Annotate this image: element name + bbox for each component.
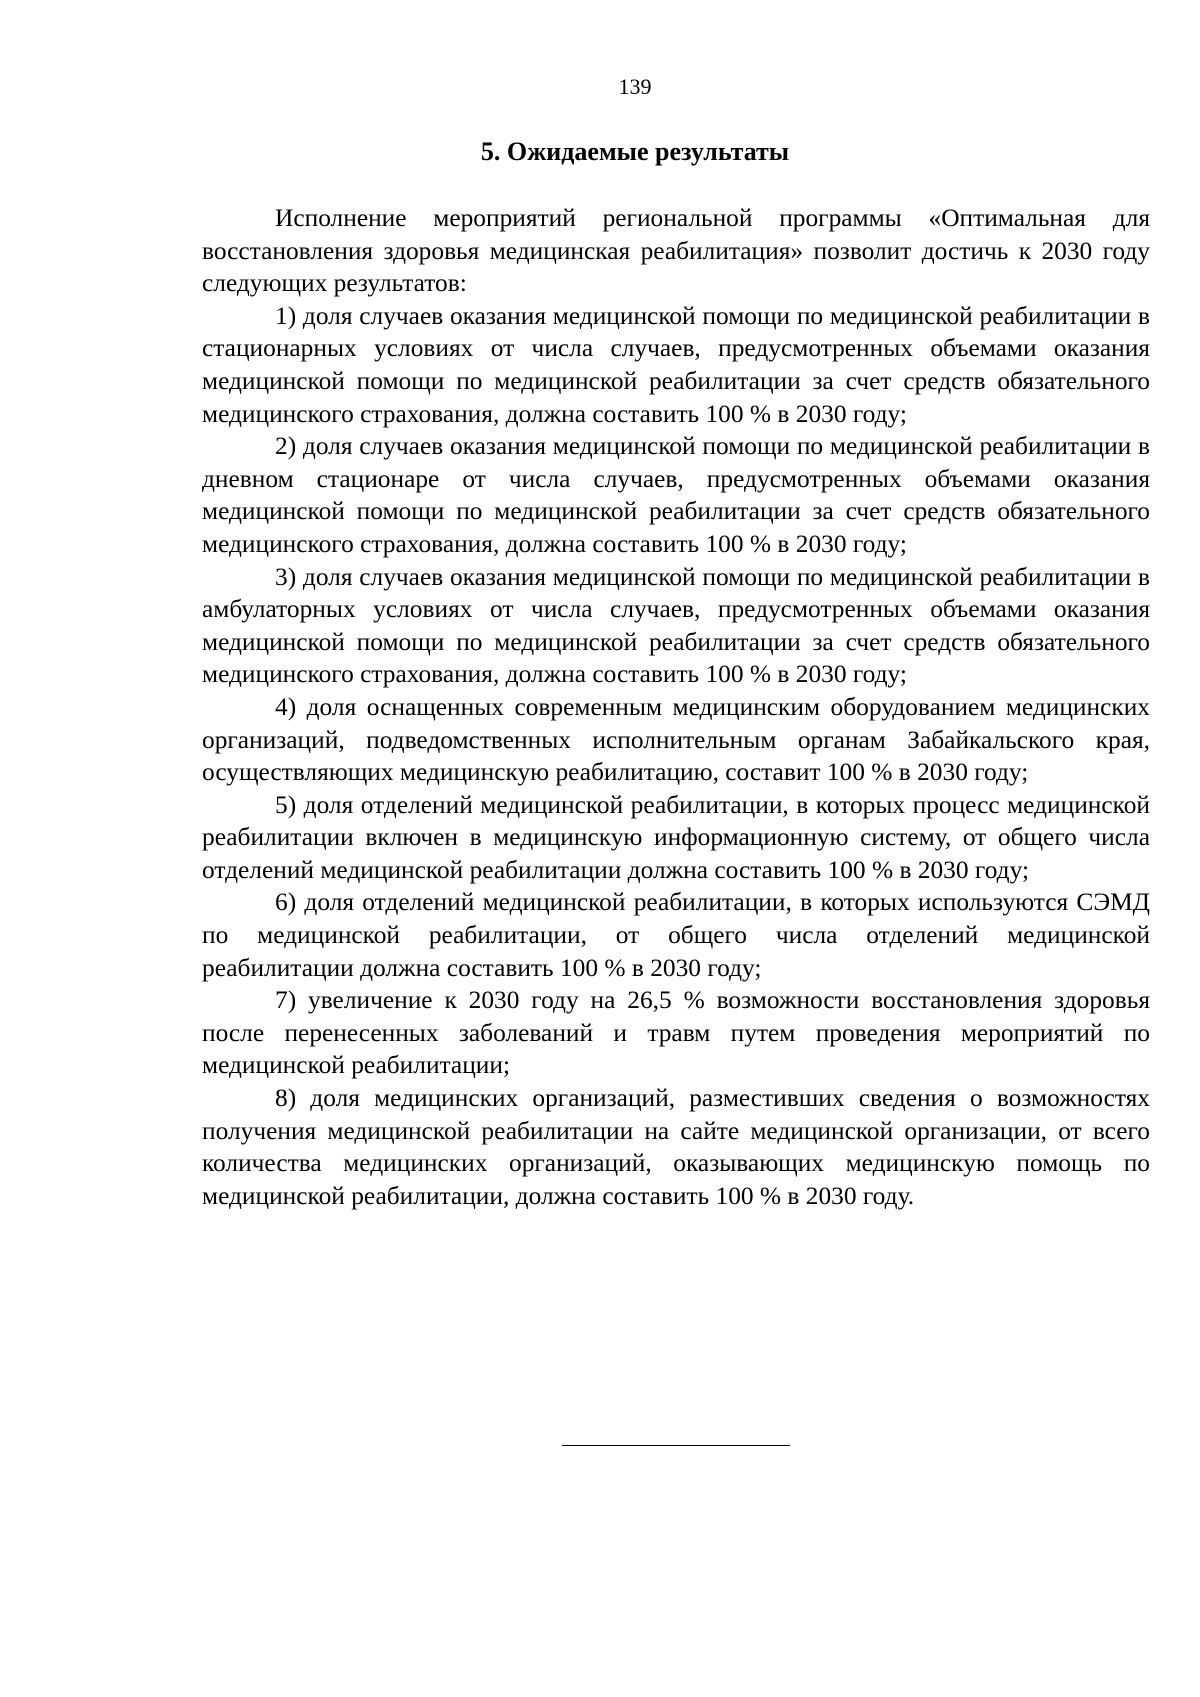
end-divider [562,1445,790,1446]
page-number: 139 [618,74,652,99]
section-title: 5. Ожидаемые результаты [480,137,790,166]
document-body [202,202,1150,1212]
result-item-4: 4) доля оснащенных современным медицинским оборудованием медицинских организаций, подведомственных исполнительным органам Забайкальского края, осуществляющих медицинскую реабилитацию, составит 100 % в 2030 году; [202,692,1150,787]
result-item-8: 8) доля медицинских организаций, разместивших сведения о возможностях получения медицинской реабилитации на сайте медицинской организации, от всего количества медицинских организаций, оказывающих медицинскую помощь по медицинской реабилитации, должна составить 100 % в 2030 году. [202,1084,1150,1210]
result-item-2: 2) доля случаев оказания медицинской помощи по медицинской реабилитации в дневном стационаре от числа случаев, предусмотренных объемами оказания медицинской помощи по медицинской реабилитации за счет средств обязательного медицинского страхования, должна составить 100 % в 2030 году; [202,432,1150,558]
result-item-6: 6) доля отделений медицинской реабилитации, в которых используются СЭМД по медицинской реабилитации, от общего числа отделений медицинской реабилитации должна составить 100 % в 2030 году; [202,888,1150,982]
result-item-1: 1) доля случаев оказания медицинской помощи по медицинской реабилитации в стационарных условиях от числа случаев, предусмотренных объемами оказания медицинской помощи по медицинской реабилитации за счет средств обязательного медицинского страхования, должна составить 100 % в 2030 году; [202,301,1150,428]
intro-paragraph: Исполнение мероприятий региональной программы «Оптимальная для восстановления здоровья медицинская реабилитация» позволит достичь к 2030 году следующих результатов: [202,204,1150,298]
result-item-5: 5) доля отделений медицинской реабилитации, в которых процесс медицинской реабилитации включен в медицинскую информационную систему, от общего числа отделений медицинской реабилитации должна составить 100 % в 2030 году; [202,790,1150,884]
result-item-3: 3) доля случаев оказания медицинской помощи по медицинской реабилитации в амбулаторных условиях от числа случаев, предусмотренных объемами оказания медицинской помощи по медицинской реабилитации за счет средств обязательного медицинского страхования, должна составить 100 % в 2030 году; [202,562,1150,689]
result-item-7: 7) увеличение к 2030 году на 26,5 % возможности восстановления здоровья после перенесенных заболеваний и травм путем проведения мероприятий по медицинской реабилитации; [202,986,1150,1080]
